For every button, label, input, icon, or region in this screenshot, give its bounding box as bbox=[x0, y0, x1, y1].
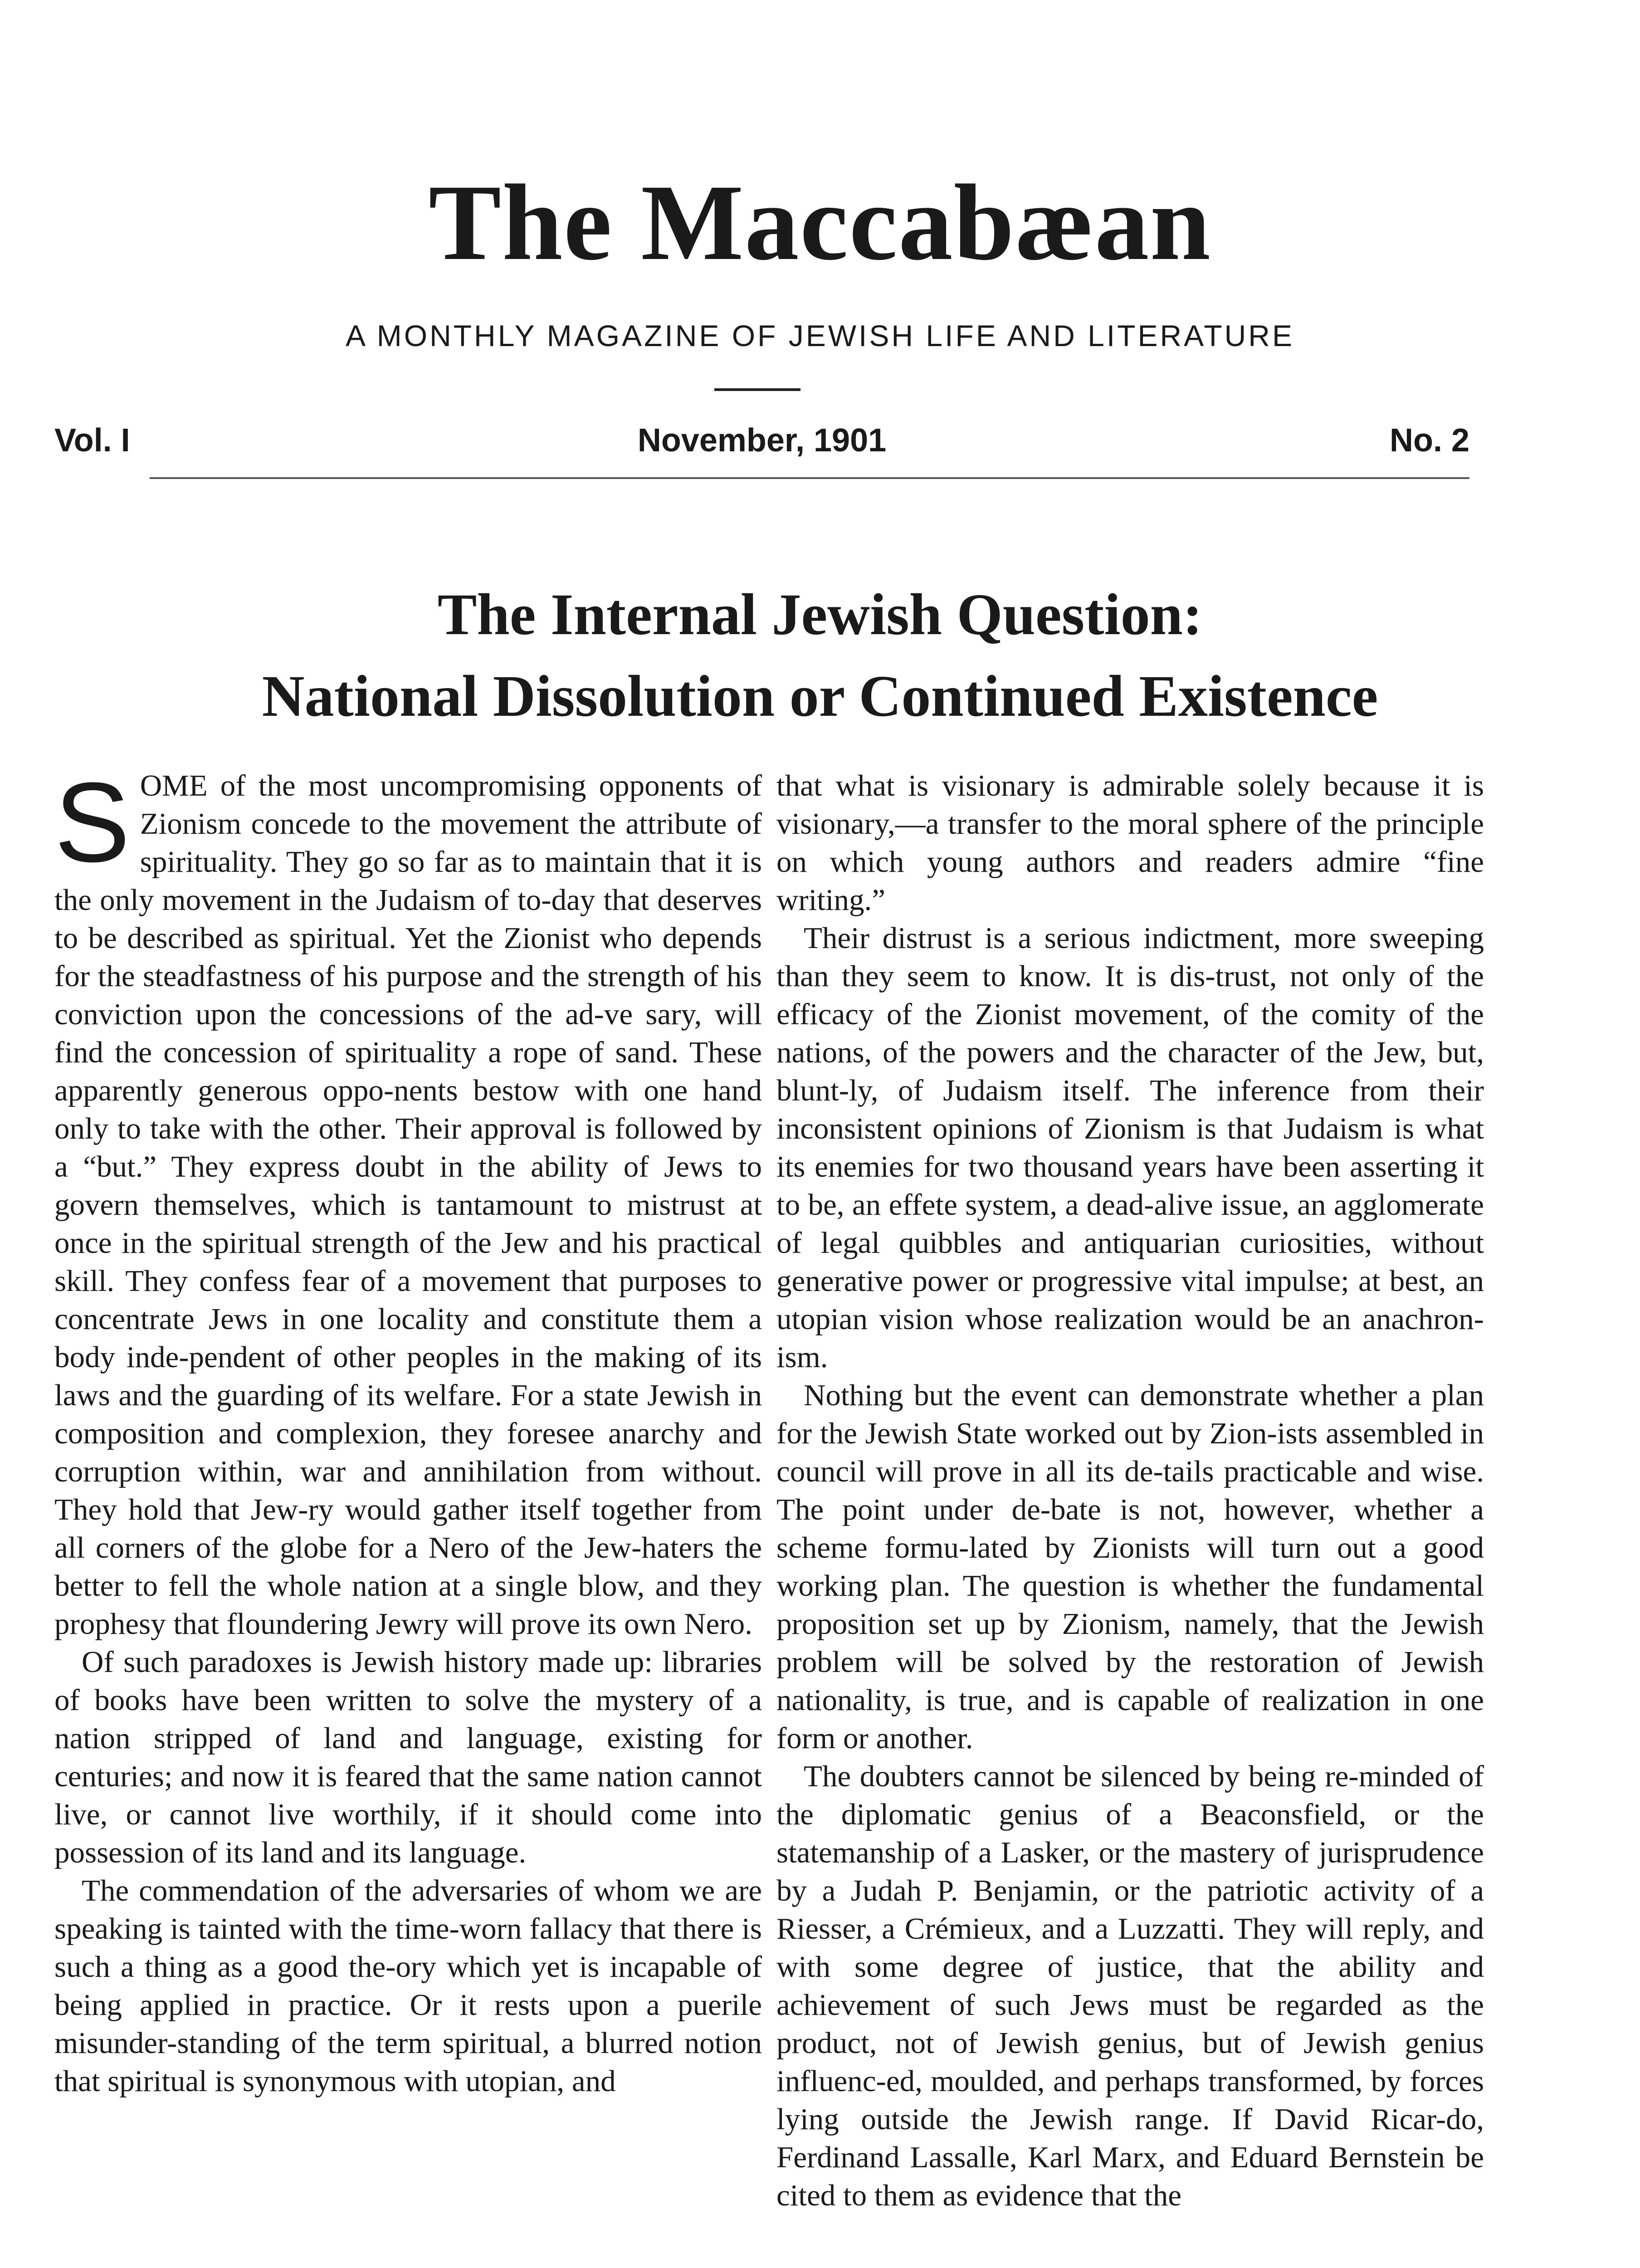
magazine-title: The Maccabæan bbox=[429, 162, 1211, 283]
paragraph: Of such paradoxes is Jewish history made up: libraries of books have been written to solve the mystery of a nation stripped of land and language, existing for centuries; and now it is feared that the same nation cannot live, or cannot live worthily, if it should come into possession of its land and its language. bbox=[54, 1645, 762, 1869]
paragraph: The commendation of the adversaries of whom we are speaking is tainted with the time-worn fallacy that there is such a thing as a good the-ory which yet is incapable of being applied in practice. Or it rests upon a puerile misunder-standing of the term spiritual, a blurred notion that spiritual is synonymous with utopian, and bbox=[54, 1874, 762, 2098]
paragraph: Nothing but the event can demonstrate whether a plan for the Jewish State worked out by Zion-ists assembled in council will prove in all its de-tails practicable and wise. The point under de-bate is not, however, whether a scheme formu-lated by Zionists will turn out a good working plan. The question is whether the fundamental proposition set up by Zionism, namely, that the Jewish problem will be solved by the restoration of Jewish nationality, is true, and is capable of realization in one form or another. bbox=[776, 1378, 1484, 1755]
issue-date: November, 1901 bbox=[637, 422, 887, 459]
paragraph-text: OME of the most uncompromising opponents of Zionism concede to the movement the attribute of spirituality. They go so far as to maintain that it is the only movement in the Judaism of to-day that deserves to be described as spiritual. Yet the Zionist who depends for the steadfastness of his purpose and the strength of his conviction upon the concessions of the ad-ve sary, will find the concession of spirituality a rope of sand. These apparently generous oppo-nents bestow with one hand only to take with the other. Their approval is followed by a “but.” They express doubt in the ability of Jews to govern themselves, which is tantamount to mistrust at once in the spiritual strength of the Jew and his practical skill. They confess fear of a movement that purposes to concentrate Jews in one locality and constitute them a body inde-pendent of other peoples in the making of its laws and the guarding of its welfare. For a state Jewish in composition and complexion, they foresee anarchy and corruption within, war and annihilation from without. They hold that Jew-ry would gather itself together from all corners of the globe for a Nero of the Jew-haters the better to fell the whole nation at a single blow, and they prophesy that floundering Jewry will prove its own Nero. bbox=[54, 769, 762, 1641]
issue-volume: Vol. I bbox=[54, 422, 130, 459]
paragraph: that what is visionary is admirable solely because it is visionary,—a transfer to the moral sphere of the principle on which young authors and readers admire “fine writing.” bbox=[776, 769, 1484, 917]
paragraph: The doubters cannot be silenced by being re-minded of the diplomatic genius of a Beaconsfield, or the statemanship of a Lasker, or the mastery of jurisprudence by a Judah P. Benjamin, or the patriotic activity of a Riesser, a Crémieux, and a Luzzatti. They will reply, and with some degree of justice, that the ability and achievement of such Jews must be regarded as the product, not of Jewish genius, but of Jewish genius influenc-ed, moulded, and perhaps transformed, by forces lying outside the Jewish range. If David Ricar-do, Ferdinand Lassalle, Karl Marx, and Eduard Bernstein be cited to them as evidence that the bbox=[776, 1760, 1484, 2212]
issue-line bbox=[54, 422, 1469, 467]
header-rule bbox=[150, 477, 1469, 479]
subtitle-rule bbox=[714, 388, 800, 391]
left-column bbox=[54, 759, 762, 2268]
paragraph: Their distrust is a serious indictment, more sweeping than they seem to know. It is dis-trust, not only of the efficacy of the Zionist movement, of the comity of the nations, of the powers and the character of the Jew, but, blunt-ly, of Judaism itself. The inference from their inconsistent opinions of Zionism is that Judaism is what its enemies for two thousand years have been asserting it to be, an effete system, a dead-alive issue, an agglomerate of legal quibbles and antiquarian curiosities, without generative power or progressive vital impulse; at best, an utopian vision whose realization would be an anachron-ism. bbox=[776, 921, 1484, 1374]
article-title-line2: National Dissolution or Continued Existence bbox=[262, 664, 1378, 729]
article-title-line1: The Internal Jewish Question: bbox=[437, 582, 1203, 647]
right-column bbox=[776, 767, 1484, 2268]
paragraph bbox=[54, 759, 762, 1643]
drop-cap: S bbox=[54, 759, 130, 885]
issue-number: No. 2 bbox=[1389, 422, 1469, 459]
magazine-subtitle: A MONTHLY MAGAZINE OF JEWISH LIFE AND LITERATURE bbox=[346, 319, 1294, 352]
